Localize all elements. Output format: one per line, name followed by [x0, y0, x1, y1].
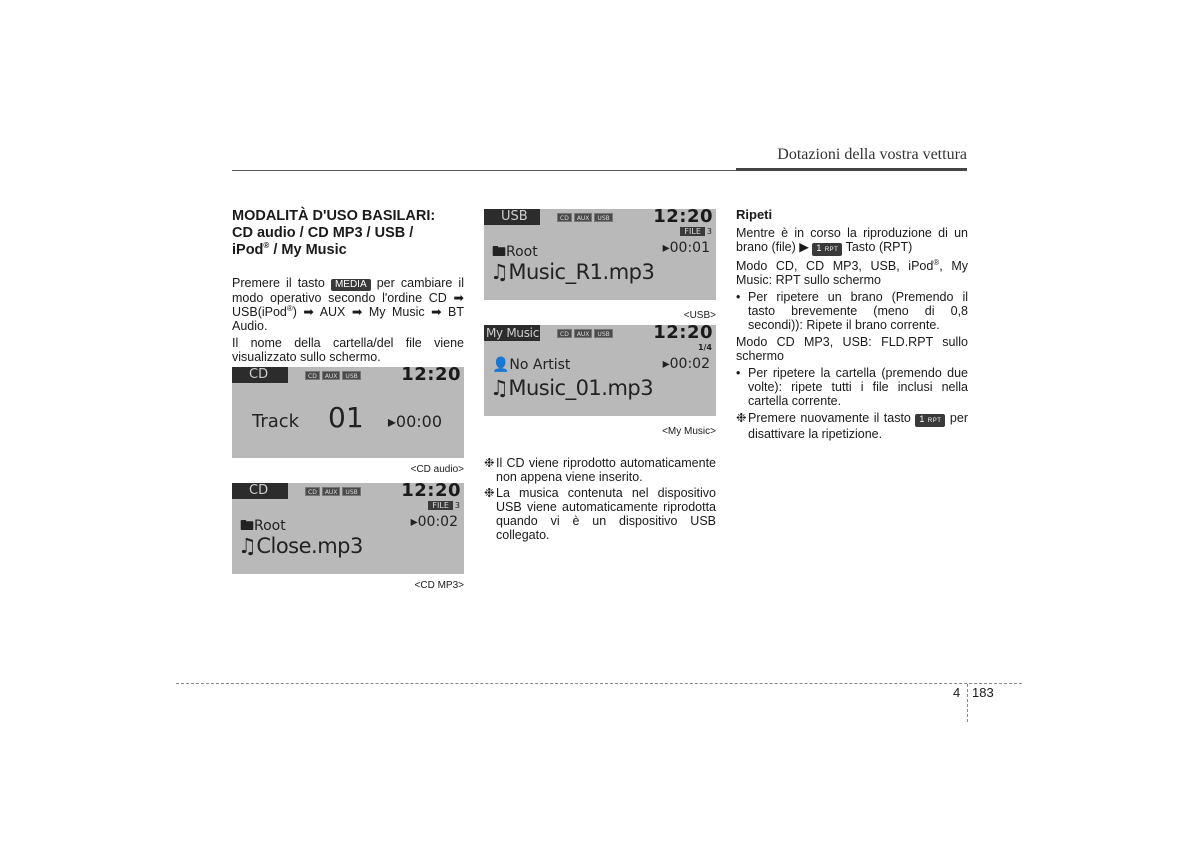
caption-usb: <USB>: [683, 310, 716, 321]
clock: 12:20: [401, 483, 461, 501]
caption-cd-mp3: <CD MP3>: [414, 580, 464, 591]
registered-mark: ®: [933, 257, 940, 267]
footer-divider: [967, 684, 968, 722]
note-mark-icon: ❉: [484, 486, 495, 500]
bullet-text: Per ripetere la cartella (premendo due volte): ripete tutti i file inclusi nella cartella corrente.: [748, 366, 968, 408]
file-number: 3: [706, 227, 712, 236]
chip-cd: CD: [305, 371, 320, 380]
paragraph-folder-mode: Modo CD MP3, USB: FLD.RPT sullo schermo: [736, 335, 968, 363]
chip-usb: USB: [342, 371, 360, 380]
source-chips: [305, 487, 363, 496]
text: per disattivare la ripetizione.: [748, 411, 968, 441]
lcd-cd-audio: [232, 367, 464, 458]
play-time: ▸00:00: [387, 412, 442, 431]
artist-name: 👤No Artist: [492, 357, 571, 373]
media-button-icon: MEDIA: [331, 279, 371, 291]
source-label: USB: [484, 209, 540, 225]
paragraph-display: Il nome della cartella/del file viene visualizzato sullo schermo.: [232, 336, 464, 364]
section-heading: [232, 208, 464, 259]
chip-aux: AUX: [574, 329, 593, 338]
rpt-badge-text: RPT: [824, 247, 839, 253]
lcd-cd-mp3: [232, 483, 464, 574]
footer-rule: [176, 683, 1022, 684]
note-mark-icon: ❉: [484, 456, 495, 470]
rpt-button-icon: [812, 243, 842, 256]
note-text: [748, 411, 968, 441]
text: Premere il tasto: [232, 276, 331, 290]
lcd-my-music: [484, 325, 716, 416]
heading-line: [232, 242, 464, 259]
clock: 12:20: [401, 367, 461, 385]
file-badge: FILE: [680, 227, 704, 236]
subsection-heading: Ripeti: [736, 207, 773, 222]
text: Modo CD, CD MP3, USB, iPod: [736, 259, 934, 273]
column-middle-notes: [484, 456, 716, 542]
file-badge: FILE: [428, 501, 452, 510]
bullet-icon: •: [736, 366, 741, 380]
heading-text: iPod: [232, 242, 264, 258]
note-item: [736, 411, 968, 441]
clock: 12:20: [653, 209, 713, 227]
text: Tasto (RPT): [842, 240, 913, 254]
source-chips: [557, 329, 615, 338]
chip-aux: AUX: [322, 371, 341, 380]
track-count: 1/4: [697, 343, 712, 352]
play-time: ▸00:01: [662, 240, 710, 256]
bullet-item: [736, 366, 968, 408]
file-name: ♫Music_R1.mp3: [490, 260, 655, 284]
lcd-topbar: [484, 325, 716, 341]
chip-usb: USB: [594, 213, 612, 222]
text: , My Music: RPT sullo schermo: [736, 259, 968, 287]
bullet-icon: •: [736, 290, 741, 304]
bullet-item: [736, 290, 968, 332]
file-name: ♫Music_01.mp3: [490, 376, 654, 400]
running-header: Dotazioni della vostra vettura: [777, 146, 967, 163]
registered-mark: ®: [286, 303, 293, 313]
text: ) ➡ AUX ➡ My Music ➡ BT Audio.: [232, 305, 464, 333]
registered-mark: ®: [263, 241, 270, 251]
chip-cd: CD: [305, 487, 320, 496]
file-number: 3: [454, 501, 460, 510]
lcd-topbar: [232, 483, 464, 499]
note-item: [484, 486, 716, 542]
source-label: CD: [232, 367, 288, 383]
chip-aux: AUX: [322, 487, 341, 496]
column-right: [736, 208, 968, 441]
note-item: [484, 456, 716, 484]
track-number: 01: [328, 401, 364, 434]
rpt-badge-text: RPT: [927, 418, 942, 424]
rpt-button-icon: [915, 414, 945, 427]
file-name: ♫Close.mp3: [238, 534, 363, 558]
clock: 12:20: [653, 325, 713, 343]
note-mark-icon: ❉: [736, 411, 747, 425]
folder-name: 🖿Root: [240, 518, 286, 534]
chip-usb: USB: [594, 329, 612, 338]
file-indicator: [680, 227, 712, 236]
heading-text: / My Music: [269, 242, 347, 258]
chip-cd: CD: [557, 329, 572, 338]
file-indicator: [428, 501, 460, 510]
folder-name: 🖿Root: [492, 244, 538, 260]
lcd-topbar: [232, 367, 464, 383]
column-left: [232, 208, 464, 367]
track-label: Track: [252, 411, 300, 432]
text: Premere nuovamente il tasto: [748, 411, 916, 425]
caption-my-music: <My Music>: [662, 426, 716, 437]
caption-cd-audio: <CD audio>: [410, 464, 464, 475]
play-time: ▸00:02: [410, 514, 458, 530]
rpt-badge-number: 1: [816, 243, 822, 253]
paragraph-mode: [736, 259, 968, 287]
bullet-text: Per ripetere un brano (Premendo il tasto brevemente (meno di 0,8 secondi)): Ripete il brano corrente.: [748, 290, 968, 332]
header-rule-accent: [736, 168, 967, 171]
source-label: CD: [232, 483, 288, 499]
source-chips: [305, 371, 363, 380]
lcd-usb: [484, 209, 716, 300]
page-number: 183: [972, 685, 994, 700]
rpt-badge-number: 1: [919, 414, 925, 424]
text: Mentre è in corso la riproduzione di un brano (file) ▶: [736, 226, 968, 254]
source-label: My Music: [486, 326, 540, 340]
paragraph-repeat: [736, 226, 968, 256]
heading-line: MODALITÀ D'USO BASILARI:: [232, 208, 436, 224]
chip-aux: AUX: [574, 213, 593, 222]
heading-line: CD audio / CD MP3 / USB /: [232, 225, 414, 241]
chapter-number: 4: [953, 685, 961, 700]
play-time: ▸00:02: [662, 356, 710, 372]
note-text: La musica contenuta nel dispositivo USB viene automaticamente riprodotta quando vi è un dispositivo USB collegato.: [496, 486, 716, 542]
chip-cd: CD: [557, 213, 572, 222]
paragraph-media: [232, 276, 464, 333]
source-chips: [557, 213, 615, 222]
chip-usb: USB: [342, 487, 360, 496]
note-text: Il CD viene riprodotto automaticamente non appena viene inserito.: [496, 456, 716, 484]
lcd-topbar: [484, 209, 716, 225]
text: per cambiare il modo operativo secondo l'ordine CD ➡ USB(iPod: [232, 276, 464, 319]
